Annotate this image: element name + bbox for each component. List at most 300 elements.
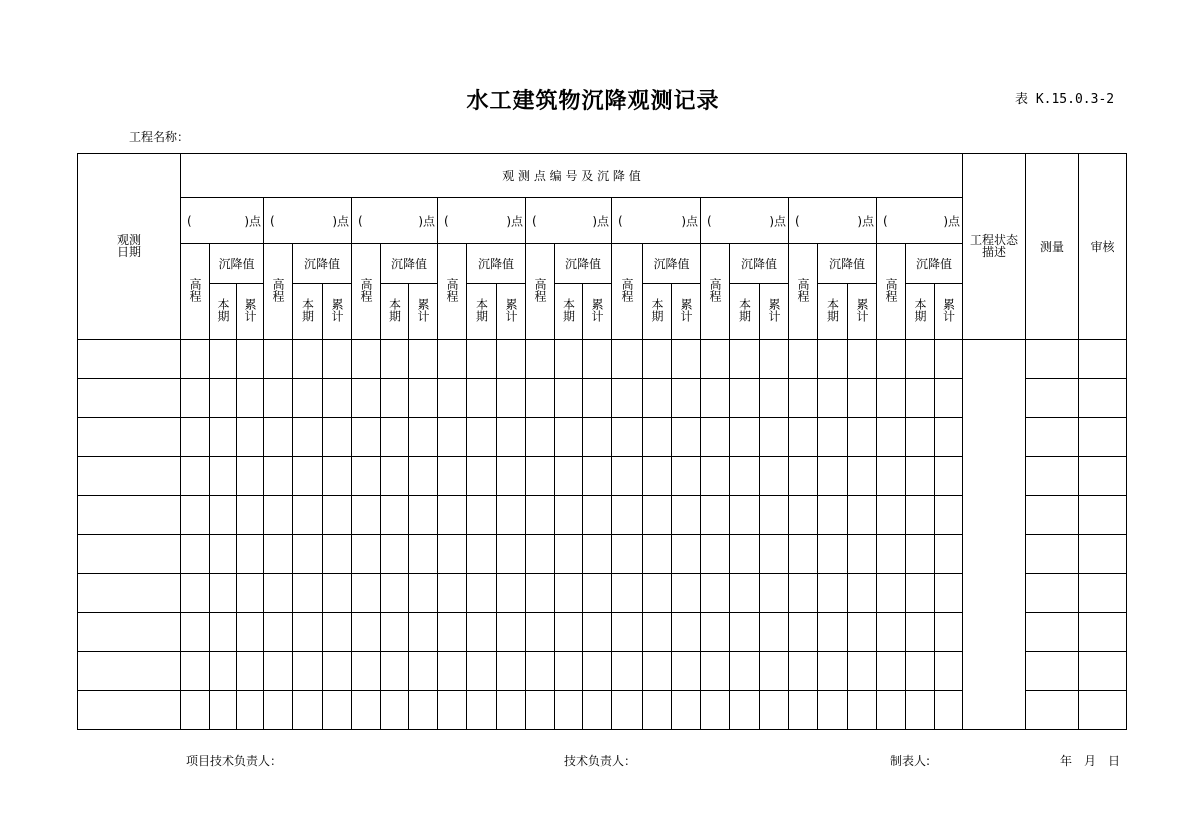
value-cell[interactable]	[612, 496, 643, 535]
value-cell[interactable]	[672, 457, 701, 496]
value-cell[interactable]	[438, 379, 467, 418]
value-cell[interactable]	[818, 496, 848, 535]
value-cell[interactable]	[467, 691, 497, 730]
value-cell[interactable]	[612, 535, 643, 574]
value-cell[interactable]	[701, 652, 730, 691]
value-cell[interactable]	[906, 418, 935, 457]
surveyor-cell[interactable]	[1026, 613, 1079, 652]
value-cell[interactable]	[906, 379, 935, 418]
value-cell[interactable]	[818, 340, 848, 379]
value-cell[interactable]	[497, 691, 526, 730]
value-cell[interactable]	[264, 574, 293, 613]
value-cell[interactable]	[210, 652, 237, 691]
value-cell[interactable]	[583, 340, 612, 379]
value-cell[interactable]	[583, 613, 612, 652]
value-cell[interactable]	[237, 379, 264, 418]
value-cell[interactable]	[264, 340, 293, 379]
value-cell[interactable]	[497, 574, 526, 613]
value-cell[interactable]	[293, 379, 323, 418]
value-cell[interactable]	[467, 535, 497, 574]
value-cell[interactable]	[293, 418, 323, 457]
value-cell[interactable]	[352, 574, 381, 613]
value-cell[interactable]	[409, 418, 438, 457]
value-cell[interactable]	[293, 691, 323, 730]
value-cell[interactable]	[210, 574, 237, 613]
value-cell[interactable]	[526, 652, 555, 691]
value-cell[interactable]	[467, 418, 497, 457]
value-cell[interactable]	[181, 613, 210, 652]
value-cell[interactable]	[497, 613, 526, 652]
value-cell[interactable]	[730, 418, 760, 457]
value-cell[interactable]	[497, 379, 526, 418]
value-cell[interactable]	[293, 613, 323, 652]
value-cell[interactable]	[760, 340, 789, 379]
value-cell[interactable]	[467, 652, 497, 691]
value-cell[interactable]	[381, 457, 409, 496]
value-cell[interactable]	[181, 535, 210, 574]
value-cell[interactable]	[555, 652, 583, 691]
reviewer-cell[interactable]	[1079, 574, 1127, 613]
value-cell[interactable]	[906, 652, 935, 691]
value-cell[interactable]	[323, 535, 352, 574]
value-cell[interactable]	[264, 652, 293, 691]
value-cell[interactable]	[906, 691, 935, 730]
value-cell[interactable]	[526, 496, 555, 535]
value-cell[interactable]	[701, 691, 730, 730]
value-cell[interactable]	[935, 613, 963, 652]
value-cell[interactable]	[237, 496, 264, 535]
value-cell[interactable]	[877, 379, 906, 418]
value-cell[interactable]	[526, 574, 555, 613]
value-cell[interactable]	[264, 535, 293, 574]
value-cell[interactable]	[730, 574, 760, 613]
value-cell[interactable]	[583, 379, 612, 418]
value-cell[interactable]	[906, 340, 935, 379]
value-cell[interactable]	[935, 457, 963, 496]
value-cell[interactable]	[497, 340, 526, 379]
value-cell[interactable]	[237, 340, 264, 379]
value-cell[interactable]	[701, 457, 730, 496]
value-cell[interactable]	[293, 496, 323, 535]
value-cell[interactable]	[438, 496, 467, 535]
surveyor-cell[interactable]	[1026, 418, 1079, 457]
value-cell[interactable]	[323, 574, 352, 613]
value-cell[interactable]	[935, 496, 963, 535]
value-cell[interactable]	[789, 379, 818, 418]
value-cell[interactable]	[526, 418, 555, 457]
value-cell[interactable]	[760, 496, 789, 535]
value-cell[interactable]	[643, 535, 672, 574]
point-number-cell[interactable]	[352, 198, 438, 244]
reviewer-cell[interactable]	[1079, 379, 1127, 418]
value-cell[interactable]	[467, 574, 497, 613]
value-cell[interactable]	[237, 613, 264, 652]
value-cell[interactable]	[818, 379, 848, 418]
value-cell[interactable]	[643, 418, 672, 457]
value-cell[interactable]	[583, 496, 612, 535]
value-cell[interactable]	[672, 535, 701, 574]
reviewer-cell[interactable]	[1079, 457, 1127, 496]
value-cell[interactable]	[438, 652, 467, 691]
value-cell[interactable]	[789, 652, 818, 691]
value-cell[interactable]	[210, 691, 237, 730]
value-cell[interactable]	[293, 652, 323, 691]
value-cell[interactable]	[210, 496, 237, 535]
value-cell[interactable]	[906, 496, 935, 535]
value-cell[interactable]	[409, 379, 438, 418]
value-cell[interactable]	[612, 691, 643, 730]
value-cell[interactable]	[409, 340, 438, 379]
value-cell[interactable]	[526, 613, 555, 652]
value-cell[interactable]	[935, 535, 963, 574]
value-cell[interactable]	[293, 574, 323, 613]
value-cell[interactable]	[789, 574, 818, 613]
value-cell[interactable]	[467, 457, 497, 496]
value-cell[interactable]	[612, 574, 643, 613]
value-cell[interactable]	[323, 418, 352, 457]
reviewer-cell[interactable]	[1079, 418, 1127, 457]
value-cell[interactable]	[877, 613, 906, 652]
value-cell[interactable]	[210, 418, 237, 457]
value-cell[interactable]	[323, 379, 352, 418]
value-cell[interactable]	[701, 418, 730, 457]
value-cell[interactable]	[210, 340, 237, 379]
value-cell[interactable]	[730, 496, 760, 535]
value-cell[interactable]	[409, 613, 438, 652]
value-cell[interactable]	[555, 496, 583, 535]
value-cell[interactable]	[264, 457, 293, 496]
value-cell[interactable]	[467, 340, 497, 379]
value-cell[interactable]	[643, 613, 672, 652]
value-cell[interactable]	[526, 535, 555, 574]
point-number-cell[interactable]	[612, 198, 701, 244]
value-cell[interactable]	[612, 613, 643, 652]
value-cell[interactable]	[818, 535, 848, 574]
value-cell[interactable]	[643, 340, 672, 379]
value-cell[interactable]	[181, 457, 210, 496]
value-cell[interactable]	[848, 691, 877, 730]
value-cell[interactable]	[701, 613, 730, 652]
value-cell[interactable]	[672, 574, 701, 613]
value-cell[interactable]	[701, 574, 730, 613]
value-cell[interactable]	[877, 691, 906, 730]
value-cell[interactable]	[789, 457, 818, 496]
value-cell[interactable]	[352, 613, 381, 652]
point-number-cell[interactable]	[701, 198, 789, 244]
value-cell[interactable]	[526, 691, 555, 730]
surveyor-cell[interactable]	[1026, 496, 1079, 535]
value-cell[interactable]	[497, 418, 526, 457]
value-cell[interactable]	[526, 457, 555, 496]
value-cell[interactable]	[612, 418, 643, 457]
point-number-cell[interactable]	[181, 198, 264, 244]
value-cell[interactable]	[672, 652, 701, 691]
value-cell[interactable]	[760, 613, 789, 652]
value-cell[interactable]	[818, 418, 848, 457]
value-cell[interactable]	[877, 652, 906, 691]
value-cell[interactable]	[818, 691, 848, 730]
surveyor-cell[interactable]	[1026, 379, 1079, 418]
value-cell[interactable]	[583, 691, 612, 730]
value-cell[interactable]	[643, 574, 672, 613]
value-cell[interactable]	[877, 535, 906, 574]
value-cell[interactable]	[672, 340, 701, 379]
reviewer-cell[interactable]	[1079, 691, 1127, 730]
value-cell[interactable]	[818, 574, 848, 613]
value-cell[interactable]	[210, 535, 237, 574]
value-cell[interactable]	[935, 418, 963, 457]
value-cell[interactable]	[730, 379, 760, 418]
surveyor-cell[interactable]	[1026, 340, 1079, 379]
value-cell[interactable]	[264, 613, 293, 652]
value-cell[interactable]	[352, 340, 381, 379]
value-cell[interactable]	[848, 418, 877, 457]
value-cell[interactable]	[789, 418, 818, 457]
value-cell[interactable]	[672, 496, 701, 535]
value-cell[interactable]	[467, 496, 497, 535]
value-cell[interactable]	[210, 379, 237, 418]
surveyor-cell[interactable]	[1026, 574, 1079, 613]
value-cell[interactable]	[643, 496, 672, 535]
value-cell[interactable]	[643, 379, 672, 418]
value-cell[interactable]	[323, 613, 352, 652]
value-cell[interactable]	[264, 691, 293, 730]
value-cell[interactable]	[237, 652, 264, 691]
value-cell[interactable]	[352, 379, 381, 418]
value-cell[interactable]	[237, 535, 264, 574]
value-cell[interactable]	[352, 691, 381, 730]
value-cell[interactable]	[906, 457, 935, 496]
value-cell[interactable]	[409, 574, 438, 613]
value-cell[interactable]	[643, 652, 672, 691]
value-cell[interactable]	[612, 652, 643, 691]
value-cell[interactable]	[237, 418, 264, 457]
value-cell[interactable]	[323, 340, 352, 379]
value-cell[interactable]	[730, 340, 760, 379]
value-cell[interactable]	[935, 340, 963, 379]
value-cell[interactable]	[237, 691, 264, 730]
value-cell[interactable]	[181, 418, 210, 457]
value-cell[interactable]	[237, 574, 264, 613]
value-cell[interactable]	[643, 457, 672, 496]
value-cell[interactable]	[438, 340, 467, 379]
value-cell[interactable]	[612, 457, 643, 496]
value-cell[interactable]	[760, 574, 789, 613]
value-cell[interactable]	[237, 457, 264, 496]
value-cell[interactable]	[555, 418, 583, 457]
value-cell[interactable]	[467, 379, 497, 418]
surveyor-cell[interactable]	[1026, 535, 1079, 574]
value-cell[interactable]	[612, 379, 643, 418]
value-cell[interactable]	[848, 574, 877, 613]
value-cell[interactable]	[293, 340, 323, 379]
value-cell[interactable]	[323, 652, 352, 691]
value-cell[interactable]	[181, 340, 210, 379]
value-cell[interactable]	[848, 535, 877, 574]
value-cell[interactable]	[848, 340, 877, 379]
value-cell[interactable]	[730, 613, 760, 652]
value-cell[interactable]	[906, 613, 935, 652]
value-cell[interactable]	[583, 457, 612, 496]
value-cell[interactable]	[789, 613, 818, 652]
value-cell[interactable]	[789, 496, 818, 535]
value-cell[interactable]	[381, 613, 409, 652]
value-cell[interactable]	[555, 691, 583, 730]
value-cell[interactable]	[555, 535, 583, 574]
value-cell[interactable]	[409, 496, 438, 535]
value-cell[interactable]	[789, 340, 818, 379]
value-cell[interactable]	[210, 613, 237, 652]
value-cell[interactable]	[730, 652, 760, 691]
value-cell[interactable]	[293, 535, 323, 574]
value-cell[interactable]	[672, 379, 701, 418]
value-cell[interactable]	[526, 340, 555, 379]
value-cell[interactable]	[701, 496, 730, 535]
value-cell[interactable]	[730, 691, 760, 730]
value-cell[interactable]	[438, 691, 467, 730]
value-cell[interactable]	[643, 691, 672, 730]
value-cell[interactable]	[497, 457, 526, 496]
value-cell[interactable]	[264, 379, 293, 418]
date-cell[interactable]	[78, 613, 181, 652]
value-cell[interactable]	[181, 379, 210, 418]
point-number-cell[interactable]	[438, 198, 526, 244]
date-cell[interactable]	[78, 379, 181, 418]
value-cell[interactable]	[935, 652, 963, 691]
value-cell[interactable]	[935, 379, 963, 418]
value-cell[interactable]	[760, 457, 789, 496]
value-cell[interactable]	[409, 652, 438, 691]
value-cell[interactable]	[555, 574, 583, 613]
reviewer-cell[interactable]	[1079, 535, 1127, 574]
value-cell[interactable]	[323, 691, 352, 730]
value-cell[interactable]	[438, 574, 467, 613]
value-cell[interactable]	[438, 418, 467, 457]
value-cell[interactable]	[555, 457, 583, 496]
value-cell[interactable]	[877, 340, 906, 379]
value-cell[interactable]	[293, 457, 323, 496]
value-cell[interactable]	[181, 574, 210, 613]
date-cell[interactable]	[78, 457, 181, 496]
value-cell[interactable]	[181, 496, 210, 535]
value-cell[interactable]	[381, 496, 409, 535]
value-cell[interactable]	[381, 379, 409, 418]
value-cell[interactable]	[818, 457, 848, 496]
value-cell[interactable]	[848, 496, 877, 535]
value-cell[interactable]	[583, 535, 612, 574]
value-cell[interactable]	[381, 691, 409, 730]
value-cell[interactable]	[760, 379, 789, 418]
value-cell[interactable]	[906, 535, 935, 574]
value-cell[interactable]	[672, 418, 701, 457]
value-cell[interactable]	[352, 535, 381, 574]
value-cell[interactable]	[438, 457, 467, 496]
value-cell[interactable]	[526, 379, 555, 418]
value-cell[interactable]	[409, 535, 438, 574]
value-cell[interactable]	[352, 418, 381, 457]
value-cell[interactable]	[848, 457, 877, 496]
value-cell[interactable]	[497, 496, 526, 535]
value-cell[interactable]	[760, 652, 789, 691]
value-cell[interactable]	[877, 574, 906, 613]
point-number-cell[interactable]	[789, 198, 877, 244]
date-cell[interactable]	[78, 574, 181, 613]
value-cell[interactable]	[672, 691, 701, 730]
reviewer-cell[interactable]	[1079, 613, 1127, 652]
value-cell[interactable]	[555, 379, 583, 418]
surveyor-cell[interactable]	[1026, 652, 1079, 691]
value-cell[interactable]	[789, 691, 818, 730]
reviewer-cell[interactable]	[1079, 496, 1127, 535]
value-cell[interactable]	[818, 652, 848, 691]
value-cell[interactable]	[730, 457, 760, 496]
value-cell[interactable]	[906, 574, 935, 613]
value-cell[interactable]	[323, 496, 352, 535]
value-cell[interactable]	[877, 496, 906, 535]
date-cell[interactable]	[78, 340, 181, 379]
value-cell[interactable]	[760, 418, 789, 457]
value-cell[interactable]	[438, 613, 467, 652]
point-number-cell[interactable]	[526, 198, 612, 244]
value-cell[interactable]	[181, 691, 210, 730]
date-cell[interactable]	[78, 691, 181, 730]
value-cell[interactable]	[381, 574, 409, 613]
value-cell[interactable]	[583, 574, 612, 613]
date-cell[interactable]	[78, 418, 181, 457]
reviewer-cell[interactable]	[1079, 340, 1127, 379]
value-cell[interactable]	[438, 535, 467, 574]
value-cell[interactable]	[352, 457, 381, 496]
value-cell[interactable]	[935, 691, 963, 730]
value-cell[interactable]	[409, 691, 438, 730]
value-cell[interactable]	[935, 574, 963, 613]
value-cell[interactable]	[264, 496, 293, 535]
value-cell[interactable]	[701, 535, 730, 574]
value-cell[interactable]	[848, 613, 877, 652]
value-cell[interactable]	[877, 457, 906, 496]
value-cell[interactable]	[877, 418, 906, 457]
point-number-cell[interactable]	[264, 198, 352, 244]
reviewer-cell[interactable]	[1079, 652, 1127, 691]
value-cell[interactable]	[730, 535, 760, 574]
value-cell[interactable]	[264, 418, 293, 457]
value-cell[interactable]	[612, 340, 643, 379]
value-cell[interactable]	[818, 613, 848, 652]
value-cell[interactable]	[467, 613, 497, 652]
status-desc-cell[interactable]	[963, 340, 1026, 730]
value-cell[interactable]	[701, 340, 730, 379]
value-cell[interactable]	[583, 418, 612, 457]
point-number-cell[interactable]	[877, 198, 963, 244]
value-cell[interactable]	[352, 652, 381, 691]
value-cell[interactable]	[409, 457, 438, 496]
value-cell[interactable]	[848, 652, 877, 691]
date-cell[interactable]	[78, 535, 181, 574]
value-cell[interactable]	[701, 379, 730, 418]
value-cell[interactable]	[789, 535, 818, 574]
value-cell[interactable]	[497, 652, 526, 691]
value-cell[interactable]	[210, 457, 237, 496]
value-cell[interactable]	[381, 652, 409, 691]
value-cell[interactable]	[760, 691, 789, 730]
value-cell[interactable]	[497, 535, 526, 574]
surveyor-cell[interactable]	[1026, 457, 1079, 496]
value-cell[interactable]	[381, 418, 409, 457]
value-cell[interactable]	[760, 535, 789, 574]
value-cell[interactable]	[381, 340, 409, 379]
date-cell[interactable]	[78, 652, 181, 691]
value-cell[interactable]	[381, 535, 409, 574]
